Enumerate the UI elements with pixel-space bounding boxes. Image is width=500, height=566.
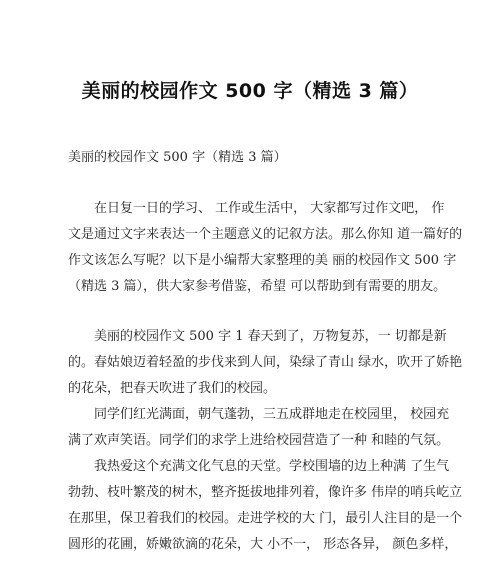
paragraph-line: （精选 3 篇），供大家参考借鉴，希望 可以帮助到有需要的朋友。	[68, 279, 447, 294]
paragraph-students	[68, 402, 450, 454]
paragraph-intro	[68, 196, 463, 300]
paragraph-line: 文是通过文字来表达一个主题意义的记叙方法。那么你知 道一篇好的	[68, 227, 463, 242]
paragraph-line: 作文该怎么写呢？以下是小编帮大家整理的美 丽的校园作文 500 字	[68, 253, 457, 268]
paragraph-line: 的花朵，把春天吹进了我们的校园。	[68, 381, 277, 396]
document-title: 美丽的校园作文 500 字（精选 3 篇）	[81, 80, 419, 102]
paragraph-line: 在日复一日的学习、 工作或生活中， 大家都写过作文吧， 作	[94, 201, 445, 216]
paragraph-campus	[68, 454, 463, 558]
paragraph-spring	[68, 324, 463, 402]
paragraph-line: 满了欢声笑语。同学们的求学上进给校园营造了一种 和睦的气氛。	[68, 433, 450, 448]
paragraph-line: 勃勃、枝叶繁茂的树木，整齐挺拔地排列着，像许多 伟岸的哨兵屹立	[68, 485, 463, 500]
paragraph-line: 的。春姑娘迈着轻盈的步伐来到人间，染绿了青山 绿水，吹开了娇艳	[68, 355, 463, 370]
paragraph-line: 美丽的校园作文 500 字 1 春天到了，万物复苏，一 切都是新	[94, 329, 447, 344]
paragraph-line: 同学们红光满面，朝气蓬勃，三五成群地走在校园里， 校园充	[94, 407, 450, 422]
paragraph-line: 我热爱这个充满文化气息的天堂。学校围墙的边上种满 了生气	[94, 459, 450, 474]
paragraph-line: 圆形的花圃，娇嫩欲滴的花朵，大 小不一， 形态各异， 颜色多样，	[68, 537, 458, 552]
document-subtitle: 美丽的校园作文 500 字（精选 3 篇）	[68, 150, 287, 165]
paragraph-line: 在那里，保卫着我们的校园。走进学校的大 门，最引人注目的是一个	[68, 511, 463, 526]
